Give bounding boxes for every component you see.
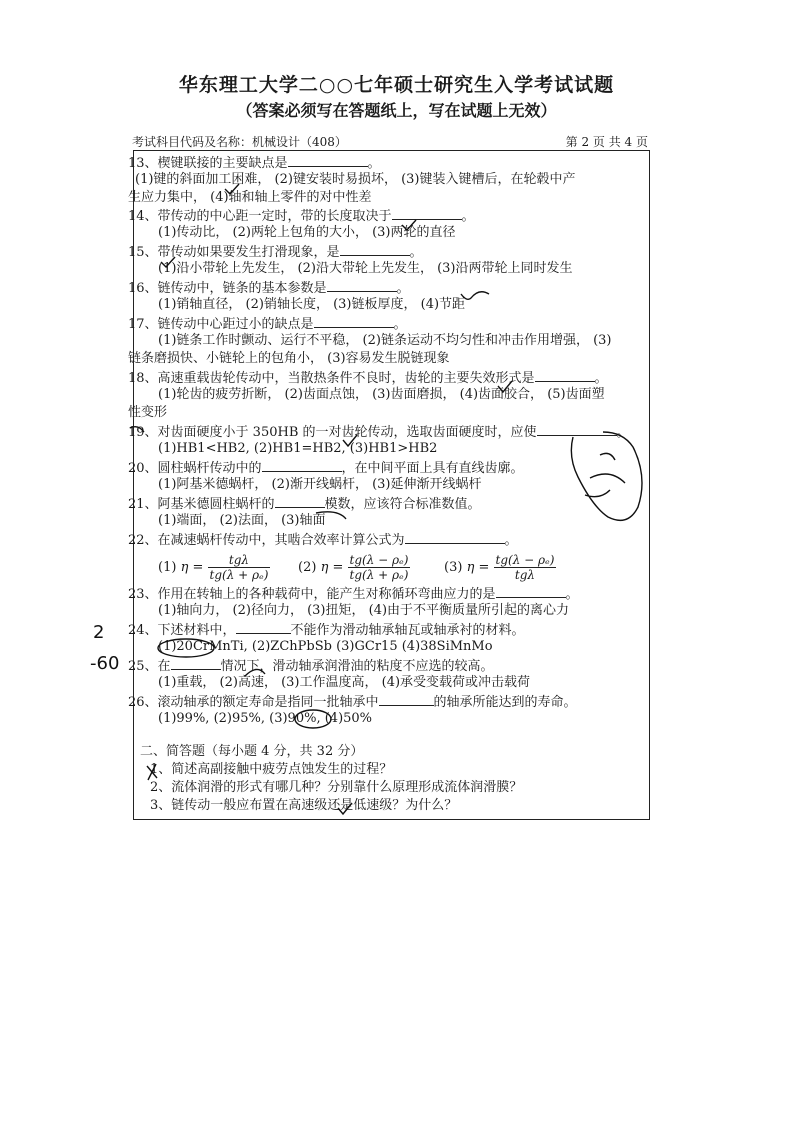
question-25: 25、在 情况下，滑动轴承润滑油的粘度不应选的较高。 [128, 659, 494, 674]
question-26: 26、滚动轴承的额定寿命是指同一批轴承中 的轴承所能达到的寿命。 [128, 695, 577, 710]
question-17: 17、链传动中心距过小的缺点是 。 [128, 317, 407, 332]
question-17-options-cont: 链条磨损快、小链轮上的包角小， (3)容易发生脱链现象 [128, 351, 450, 366]
question-24-options: (1)20CrMnTi, (2)ZChPbSb (3)GCr15 (4)38SiMnMo [158, 639, 493, 654]
question-13-options: (1)键的斜面加工困难， (2)键安装时易损坏， (3)键装入键槽后，在轮毂中产 [135, 172, 576, 187]
question-13-options-cont: 生应力集中， (4)轴和轴上零件的对中性差 [128, 190, 372, 205]
question-25-options: (1)重载， (2)高速， (3)工作温度高， (4)承受变载荷或冲击载荷 [158, 675, 531, 690]
section2-heading: 二、简答题（每小题 4 分，共 32 分） [140, 744, 364, 759]
question-17-options: (1)链条工作时颤动、运行不平稳， (2)链条运动不均匀性和冲击作用增强， (3) [158, 333, 612, 348]
page-info: 第 2 页 共 4 页 [565, 135, 648, 149]
question-15: 15、带传动如果要发生打滑现象，是 。 [128, 245, 423, 260]
section2-item-3: 3、链传动一般应布置在高速级还是低速级？为什么？ [150, 798, 458, 813]
section2-item-2: 2、流体润滑的形式有哪几种？分别靠什么原理形成流体润滑膜？ [150, 780, 523, 795]
question-23-options: (1)轴向力， (2)径向力， (3)扭矩， (4)由于不平衡质量所引起的离心力 [158, 603, 570, 618]
question-19-options: (1)HB1<HB2, (2)HB1=HB2, (3)HB1>HB2 [158, 441, 438, 456]
question-21: 21、阿基米德圆柱蜗杆的 模数，应该符合标准数值。 [128, 497, 481, 512]
question-24: 24、下述材料中， 不能作为滑动轴承轴瓦或轴承衬的材料。 [128, 623, 525, 638]
question-14-options: (1)传动比， (2)两轮上包角的大小， (3)两轮的直径 [158, 225, 456, 240]
question-21-options: (1)端面， (2)法面， (3)轴面 [158, 513, 326, 528]
formula-3: (3) η = $\frac{\text{tg(λ − ρₑ)}}{\text{tgλ}}$ [444, 553, 555, 582]
formula-2: (2) η = $\frac{\text{tg(λ − ρₑ)}}{\text{tg(λ + ρₑ)}}$ [298, 553, 409, 582]
question-14: 14、带传动的中心距一定时，带的长度取决于 。 [128, 209, 475, 224]
question-18: 18、高速重载齿轮传动中，当散热条件不良时，齿轮的主要失效形式是 。 [128, 371, 608, 386]
question-20: 20、圆柱蜗杆传动中的 ，在中间平面上具有直线齿廓。 [128, 461, 524, 476]
question-26-options: (1)99%, (2)95%, (3)90%, (4)50% [158, 711, 373, 726]
exam-title: 华东理工大学二○○七年硕士研究生入学考试试题 [178, 74, 615, 96]
question-20-options: (1)阿基米德蜗杆， (2)渐开线蜗杆， (3)延伸渐开线蜗杆 [158, 477, 482, 492]
question-18-options-cont: 性变形 [128, 405, 168, 420]
question-15-options: (1)沿小带轮上先发生， (2)沿大带轮上先发生， (3)沿两带轮上同时发生 [158, 261, 573, 276]
margin-note-2: 2 [93, 622, 105, 643]
question-16-options: (1)销轴直径， (2)销轴长度， (3)链板厚度， (4)节距 [158, 297, 466, 312]
question-23: 23、作用在转轴上的各种载荷中，能产生对称循环弯曲应力的是 。 [128, 587, 579, 602]
question-16: 16、链传动中，链条的基本参数是 。 [128, 281, 410, 296]
exam-subtitle: （答案必须写在答题纸上，写在试题上无效） [236, 101, 557, 120]
question-19: 19、对齿面硬度小于 350HB 的一对齿轮传动，选取齿面硬度时，应使 。 [128, 425, 630, 440]
question-22: 22、在减速蜗杆传动中，其啮合效率计算公式为 。 [128, 533, 518, 548]
subject-label: 考试科目代码及名称：机械设计（408） [132, 135, 347, 149]
margin-note-60: -60 [90, 653, 120, 674]
section2-item-1: 1、简述高副接触中疲劳点蚀发生的过程？ [150, 762, 393, 777]
question-18-options: (1)轮齿的疲劳折断， (2)齿面点蚀， (3)齿面磨损， (4)齿面胶合， (5)齿面塑 [158, 387, 605, 402]
formula-1: (1) η = $\frac{\text{tgλ}}{\text{tg(λ + ρₑ)}}$ [158, 553, 269, 582]
question-13: 13、楔键联接的主要缺点是 。 [128, 156, 381, 171]
